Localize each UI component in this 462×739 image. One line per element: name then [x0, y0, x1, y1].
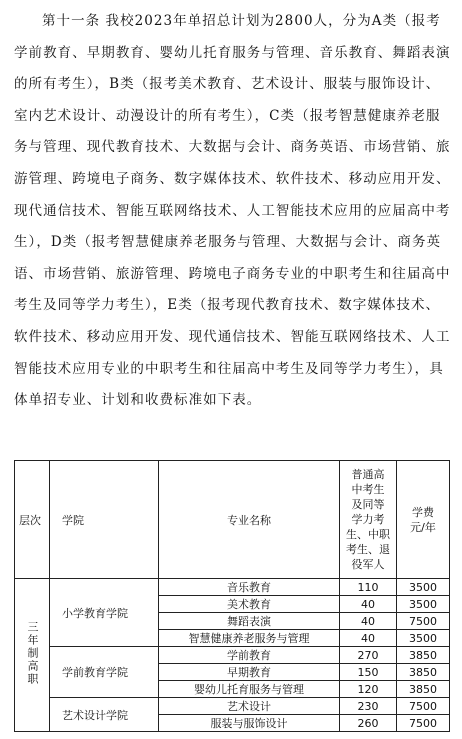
- article-paragraph: [14, 6, 458, 417]
- quota-cell: 260: [340, 715, 397, 732]
- header-major: 专业名称: [159, 461, 340, 579]
- quota-cell: 40: [340, 613, 397, 630]
- fee-cell: 7500: [397, 613, 450, 630]
- major-cell: 早期教育: [159, 664, 340, 681]
- college-cell: 艺术设计学院: [50, 698, 159, 732]
- header-fee-line: 学费: [412, 505, 434, 519]
- major-cell: 学前教育: [159, 647, 340, 664]
- fee-cell: 7500: [397, 698, 450, 715]
- fee-cell: 3850: [397, 664, 450, 681]
- quota-cell: 150: [340, 664, 397, 681]
- paragraph-line: 现代通信技术、智能互联网络技术、人工智能技术应用的应届高中考: [14, 202, 451, 219]
- major-cell: 婴幼儿托育服务与管理: [159, 681, 340, 698]
- table-header-row: [15, 461, 450, 579]
- quota-cell: 230: [340, 698, 397, 715]
- level-cell: [15, 579, 50, 732]
- fee-cell: 3850: [397, 681, 450, 698]
- header-quota-line: 中考生: [351, 483, 385, 496]
- header-quota-line: 及同等: [351, 498, 385, 511]
- fee-cell: 3500: [397, 596, 450, 613]
- college-cell: 小学教育学院: [50, 579, 159, 647]
- table-row: [15, 579, 450, 596]
- fee-cell: 3500: [397, 630, 450, 647]
- paragraph-line: 学前教育、早期教育、婴幼儿托育服务与管理、音乐教育、舞蹈表演: [14, 44, 451, 61]
- header-fee-line: 元/年: [410, 520, 436, 534]
- header-quota-line: 考生、退: [346, 543, 390, 556]
- paragraph-line: 第十一条 我校2023年单招总计划为2800人，分为A类（报考: [42, 13, 441, 29]
- header-quota: [340, 461, 397, 579]
- table-row: [15, 647, 450, 664]
- paragraph-line: 室内艺术设计、动漫设计的所有考生），C类（报考智慧健康养老服: [14, 107, 441, 124]
- major-cell: 音乐教育: [159, 579, 340, 596]
- college-cell: 学前教育学院: [50, 647, 159, 698]
- paragraph-line: 生），D类（报考智慧健康养老服务与管理、大数据与会计、商务英: [14, 234, 442, 251]
- major-cell: 服装与服饰设计: [159, 715, 340, 732]
- header-fee: [397, 461, 450, 579]
- paragraph-line: 考生及同等学力考生），E类（报考现代教育技术、数字媒体技术、: [14, 297, 441, 314]
- major-cell: 艺术设计: [159, 698, 340, 715]
- major-cell: 智慧健康养老服务与管理: [159, 630, 340, 647]
- paragraph-line: 务与管理、现代教育技术、大数据与会计、商务英语、市场营销、旅: [14, 139, 451, 156]
- paragraph-line: 语、市场营销、旅游管理、跨境电子商务专业的中职考生和往届高中: [14, 265, 451, 282]
- header-quota-line: 学力考: [351, 513, 385, 526]
- header-level: 层次: [15, 461, 50, 579]
- quota-cell: 40: [340, 596, 397, 613]
- header-college: 学院: [50, 461, 159, 579]
- paragraph-line: 体单招专业、计划和收费标准如下表。: [14, 392, 262, 409]
- fee-cell: 3500: [397, 579, 450, 596]
- paragraph-line: 软件技术、移动应用开发、现代通信技术、智能互联网络技术、人工: [14, 328, 451, 345]
- quota-cell: 40: [340, 630, 397, 647]
- major-cell: 美术教育: [159, 596, 340, 613]
- quota-cell: 110: [340, 579, 397, 596]
- paragraph-line: 智能技术应用专业的中职考生和往届高中考生及同等学力考生），具: [14, 360, 444, 377]
- table-row: [15, 698, 450, 715]
- paragraph-line: 的所有考生），B类（报考美术教育、艺术设计、服装与服饰设计、: [14, 76, 441, 93]
- paragraph-line: 游管理、跨境电子商务、数字媒体技术、软件技术、移动应用开发、: [14, 170, 451, 187]
- fee-cell: 7500: [397, 715, 450, 732]
- quota-cell: 270: [340, 647, 397, 664]
- fee-cell: 3850: [397, 647, 450, 664]
- header-quota-line: 普通高: [351, 468, 385, 481]
- header-quota-line: 役军人: [351, 558, 385, 571]
- quota-cell: 120: [340, 681, 397, 698]
- level-label: 三年制高职: [26, 621, 39, 686]
- enrollment-table: [14, 460, 450, 732]
- major-cell: 舞蹈表演: [159, 613, 340, 630]
- header-quota-line: 生、中职: [346, 528, 390, 541]
